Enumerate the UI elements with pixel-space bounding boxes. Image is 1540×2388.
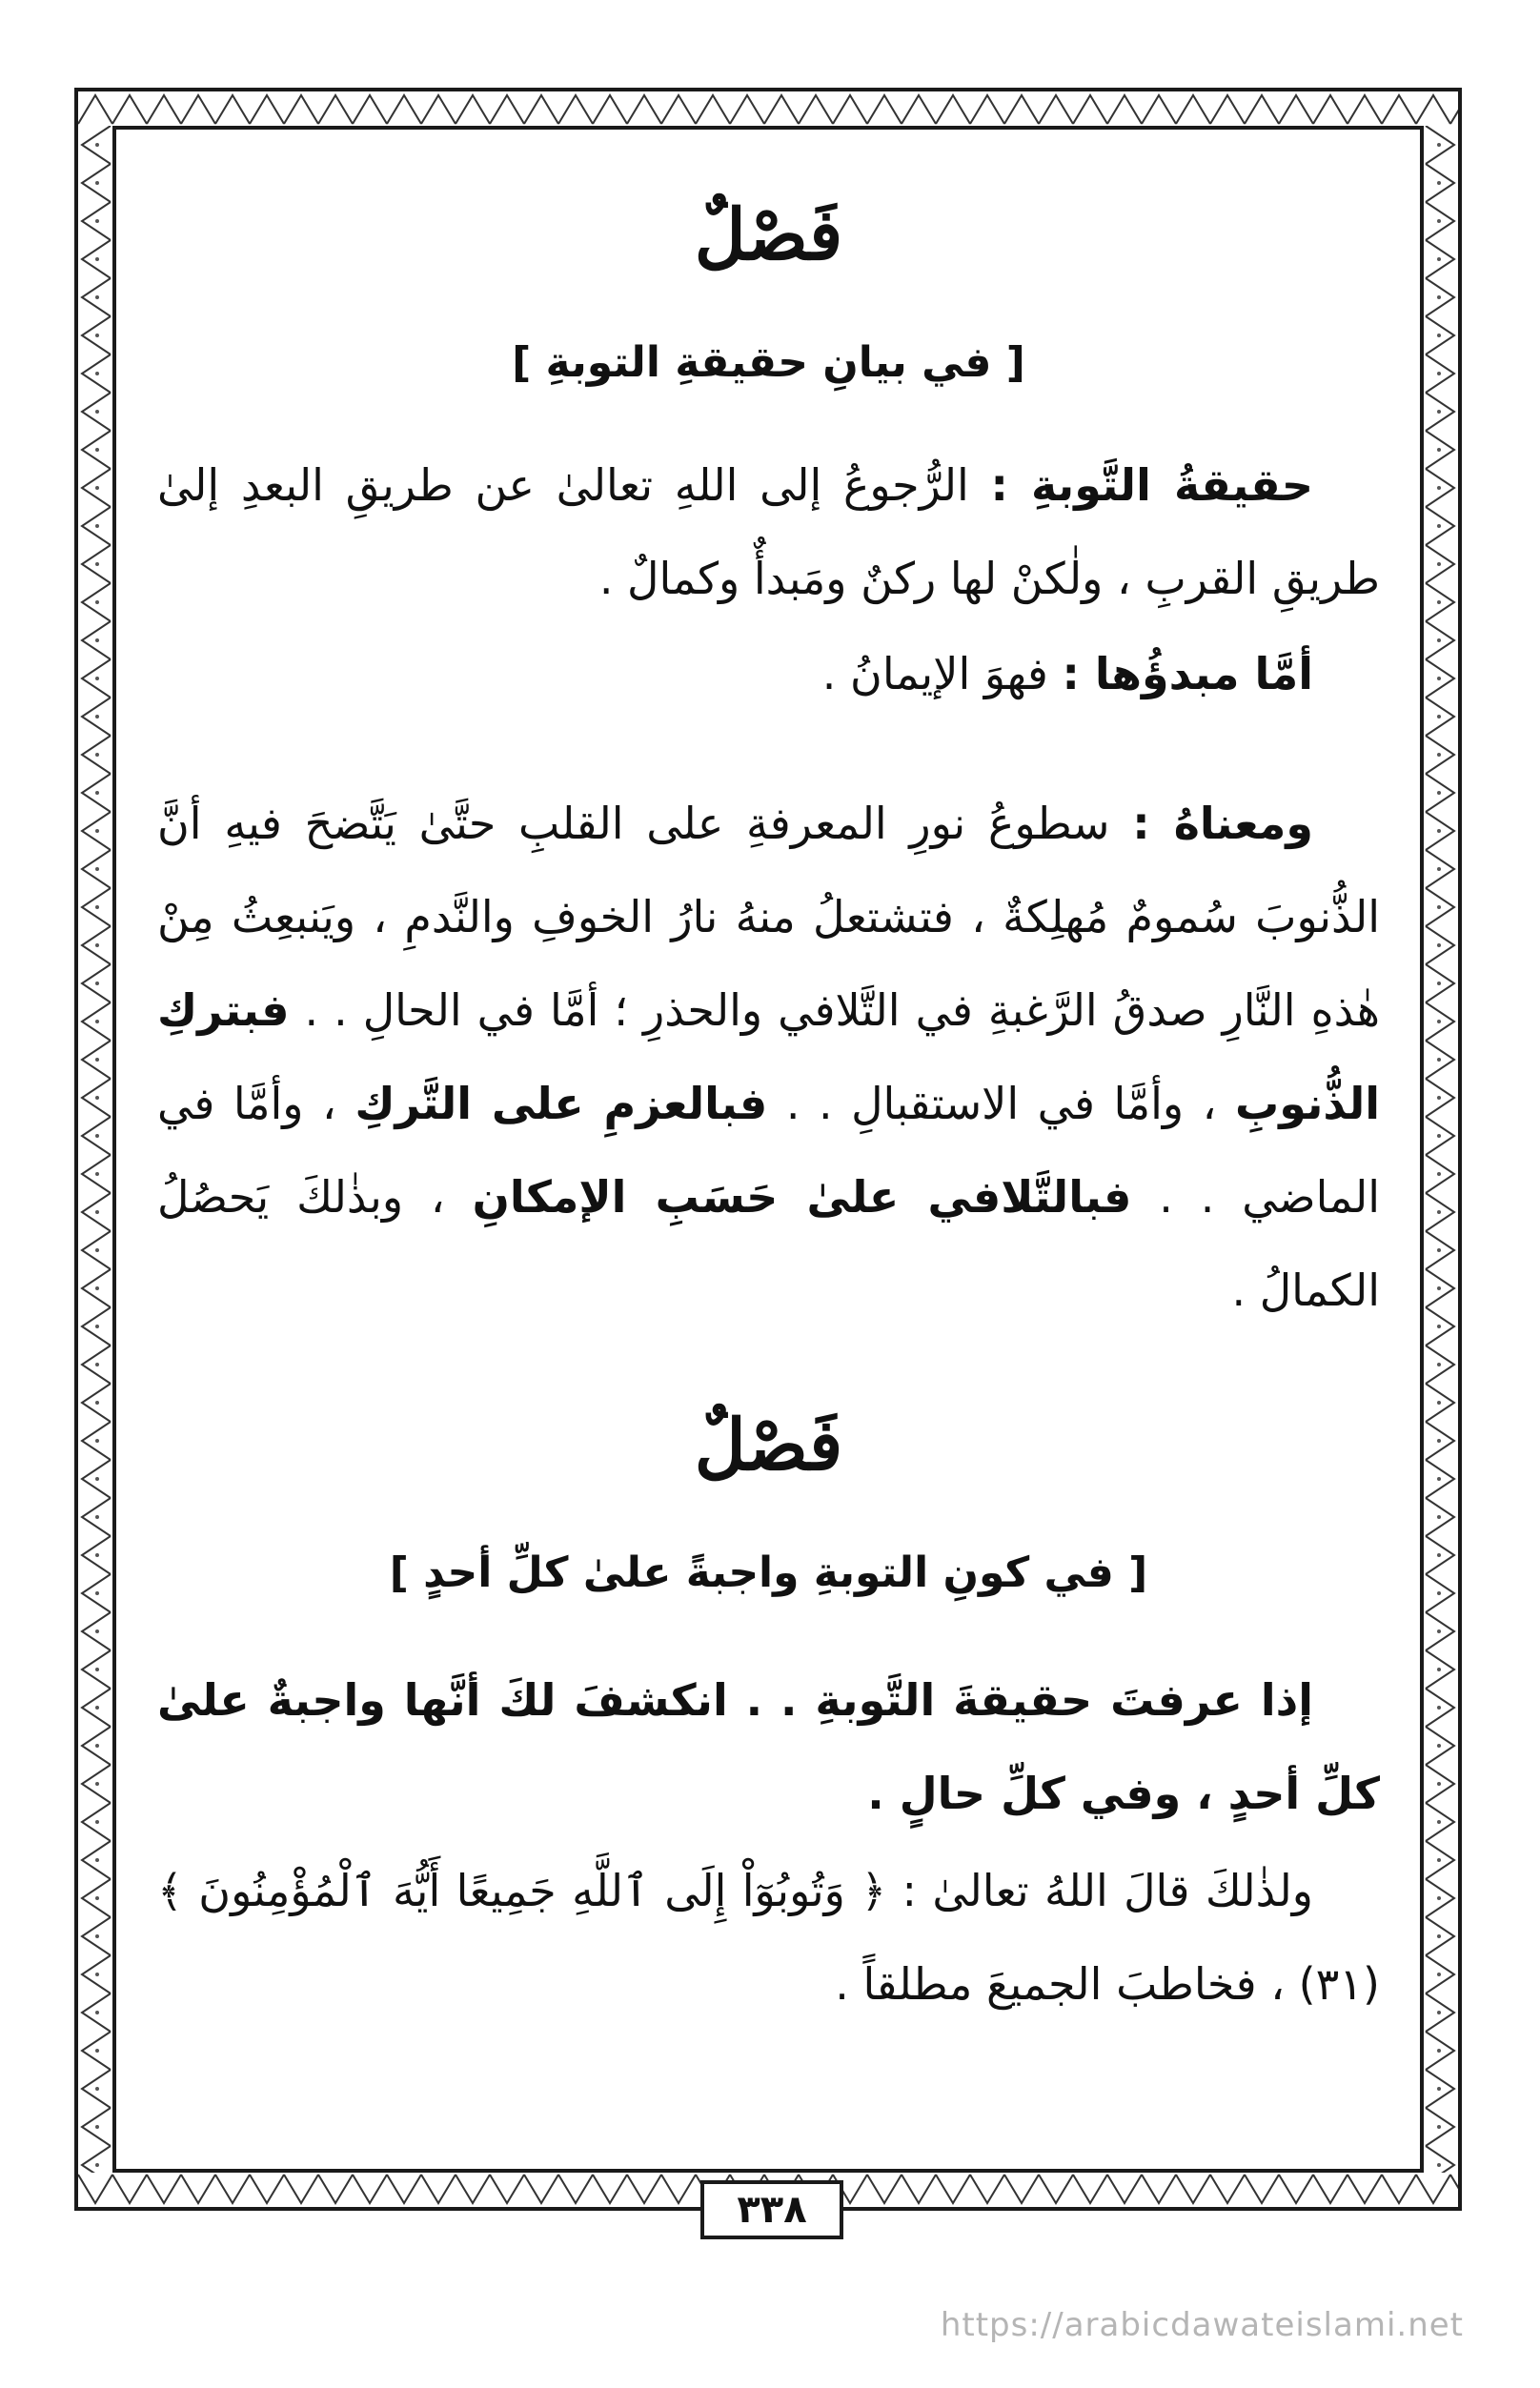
decorative-border-top [78,91,1458,126]
section-heading: [ في بيانِ حقيقةِ التوبةِ ] [512,338,1025,387]
ayah-number: ٣١ [1315,1958,1364,2010]
decorative-border-right [1424,126,1458,2173]
paragraph-text: سطوعُ نورِ المعرفةِ على القلبِ حتَّىٰ يَتَّضحَ فيهِ أنَّ الذُّنوبَ سُمومٌ مُهلِكةٌ ، فتشتعلُ منهُ نارُ الخوفِ والنَّدمِ ، ويَنبعِثُ مِنْ هٰذهِ النَّارِ صدقُ الرَّغبةِ في التَّلافي والحذرِ ؛ أمَّا في الحالِ . . [157,798,1380,1036]
paragraph-text: فهوَ الإيمانُ . [821,648,1063,699]
paragraph-lead: حقيقةُ التَّوبةِ : [990,459,1313,511]
paragraph-lead: أمَّا مبدؤُها : [1062,648,1313,699]
section-heading: [ في كونِ التوبةِ واجبةً علىٰ كلِّ أحدٍ ] [389,1548,1148,1597]
paragraph-text: ولذٰلكَ قالَ اللهُ تعالىٰ : [886,1865,1314,1916]
emphasis-text: فبالتَّلافي علىٰ حَسَبِ الإمكانِ [472,1171,1132,1223]
decorative-border-left [78,126,112,2173]
paragraph-text: ، فخاطبَ الجميعَ مطلقاً . [835,1958,1299,2010]
paragraph-lead: ومعناهُ : [1132,798,1313,849]
page-content [157,172,1380,2135]
paragraph-text: الرُّجوعُ إلى اللهِ تعالىٰ عن طريقِ البعدِ إلىٰ طريقِ القربِ ، ولٰكنْ لها ركنٌ ومَبدأٌ وكمالٌ . [157,459,1380,604]
paragraph-obligation: إذا عرفتَ حقيقةَ التَّوبةِ . . انكشفَ لكَ أنَّها واجبةٌ علىٰ كلِّ أحدٍ ، وفي كلِّ حالٍ . [157,1674,1380,1819]
page-number: ٣٣٨ [700,2180,843,2239]
paragraph-text: ، وأمَّا في الماضي . . [157,1078,1380,1223]
emphasis-text: فبالعزمِ على التَّركِ [355,1078,768,1129]
paragraph-beginning [157,627,1380,720]
paragraph-meaning [157,777,1380,1337]
section-title-fasl: فَصْلٌ [694,194,843,276]
emphasis-text: فبتركِ الذُّنوبِ [157,984,1380,1129]
section-title-fasl: فَصْلٌ [694,1405,843,1487]
paragraph-text: ، وبذٰلكَ يَحصُلُ الكمالُ . [157,1171,1380,1316]
paragraph-quran-citation: ولذٰلكَ قالَ اللهُ تعالىٰ : ﴿ وَتُوبُوٓاْ إِلَى ٱللَّهِ جَمِيعًا أَيُّهَ ٱلْمُؤْمِنُونَ ﴾ (٣١) ، فخاطبَ الجميعَ مطلقاً . [157,1865,1380,2010]
paragraph-truth-of-repentance [157,438,1380,625]
paragraph-text: ، وأمَّا في الاستقبالِ . . [767,1078,1236,1129]
watermark-url: https://arabicdawateislami.net [940,2306,1464,2344]
quran-verse: ﴿ وَتُوبُوٓاْ إِلَى ٱللَّهِ جَمِيعًا أَيُّهَ ٱلْمُؤْمِنُونَ ﴾ [157,1865,887,1916]
